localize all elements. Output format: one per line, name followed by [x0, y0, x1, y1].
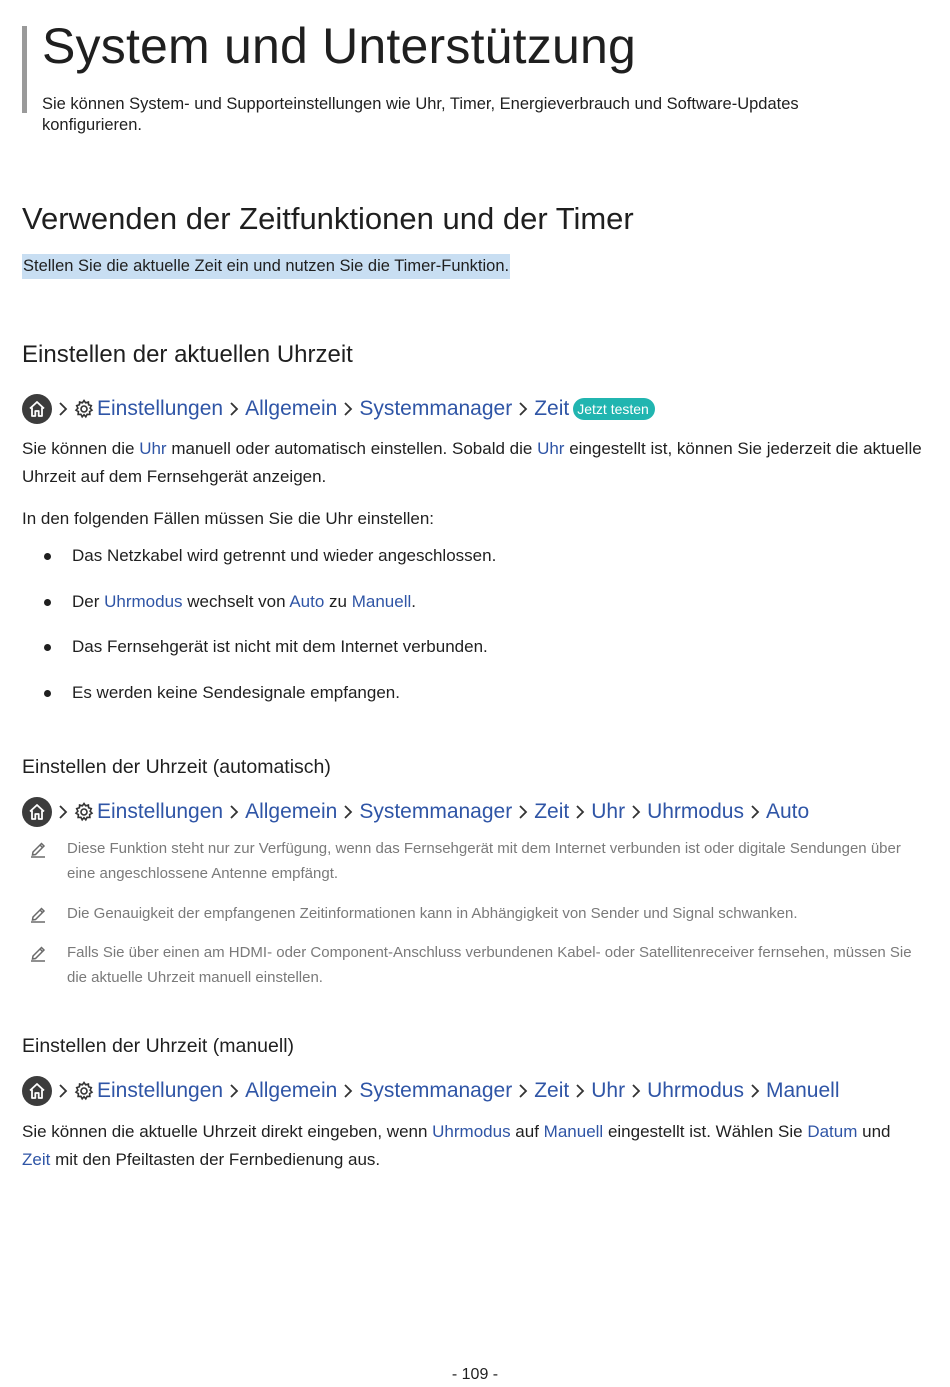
path-item-allgemein[interactable]: Allgemein: [245, 397, 338, 420]
path-item-zeit[interactable]: Zeit: [534, 1079, 570, 1102]
bullet-dot: [44, 644, 51, 651]
text-run: eingestellt ist, können Sie jederzeit die aktuelle Uhrzeit auf dem Fernsehgerät anzeigen.: [22, 439, 922, 486]
link-uhrmodus[interactable]: Uhrmodus: [104, 592, 183, 611]
path-item-uhr[interactable]: Uhr: [591, 1079, 626, 1102]
list-item-text: Das Netzkabel wird getrennt und wieder angeschlossen.: [72, 546, 497, 565]
text-run: manuell oder automatisch einstellen. Sobald die: [166, 439, 538, 458]
text-run: eingestellt ist. Wählen Sie: [603, 1122, 808, 1141]
path-item-systemmanager[interactable]: Systemmanager: [359, 1079, 513, 1102]
note: [28, 836, 918, 886]
chevron-right-icon: [512, 401, 534, 417]
title-accent-bar: [22, 26, 27, 113]
path-item-uhrmodus[interactable]: Uhrmodus: [647, 1079, 744, 1102]
highlighted-summary: Stellen Sie die aktuelle Zeit ein und nutzen Sie die Timer-Funktion.: [22, 254, 510, 279]
chevron-right-icon: [52, 401, 74, 417]
chevron-right-icon: [569, 1083, 591, 1099]
intro-text: Sie können System- und Supporteinstellungen wie Uhr, Timer, Energieverbrauch und Software-Updates konfigurieren.: [42, 95, 799, 134]
link-uhr[interactable]: Uhr: [537, 439, 565, 458]
text-run: und: [857, 1122, 891, 1141]
menu-path-zeit: [22, 394, 655, 424]
text-run: mit den Pfeiltasten der Fernbedienung aus.: [50, 1150, 381, 1169]
link-datum[interactable]: Datum: [807, 1122, 858, 1141]
chevron-right-icon: [52, 804, 74, 820]
gear-icon: [74, 802, 94, 822]
link-manuell[interactable]: Manuell: [543, 1122, 604, 1141]
pencil-note-icon: [28, 903, 48, 931]
subsection-heading-automatic: Einstellen der Uhrzeit (automatisch): [22, 756, 331, 778]
chevron-right-icon: [512, 804, 534, 820]
bullet-dot: [44, 553, 51, 560]
text-run: .: [411, 592, 416, 611]
subsection-heading-manual: Einstellen der Uhrzeit (manuell): [22, 1035, 295, 1057]
list-item-text: Das Fernsehgerät ist nicht mit dem Internet verbunden.: [72, 637, 488, 656]
path-item-einstellungen[interactable]: Einstellungen: [97, 1079, 224, 1102]
page-number: - 109 -: [451, 1366, 499, 1383]
chevron-right-icon: [625, 1083, 647, 1099]
path-item-einstellungen[interactable]: Einstellungen: [97, 397, 224, 420]
path-item-uhrmodus[interactable]: Uhrmodus: [647, 800, 744, 823]
text-run: zu: [324, 592, 352, 611]
path-item-einstellungen[interactable]: Einstellungen: [97, 800, 224, 823]
try-now-button[interactable]: Jetzt testen: [573, 398, 655, 420]
note-text: Die Genauigkeit der empfangenen Zeitinformationen kann in Abhängigkeit von Sender und Signal schwanken.: [67, 905, 798, 922]
pencil-note-icon: [28, 942, 48, 990]
text-run: Sie können die aktuelle Uhrzeit direkt eingeben, wenn: [22, 1122, 433, 1141]
paragraph-manual-setup: [22, 1118, 922, 1174]
home-icon[interactable]: [22, 1076, 52, 1106]
chevron-right-icon: [223, 1083, 245, 1099]
bullet-dot: [44, 690, 51, 697]
note: [28, 901, 918, 931]
chevron-right-icon: [223, 804, 245, 820]
pencil-note-icon: [28, 838, 48, 886]
list-item: [44, 635, 488, 659]
section-heading: Verwenden der Zeitfunktionen und der Timer: [22, 201, 634, 236]
chevron-right-icon: [744, 804, 766, 820]
path-item-manuell[interactable]: Manuell: [765, 1079, 840, 1102]
chevron-right-icon: [337, 401, 359, 417]
link-auto[interactable]: Auto: [289, 592, 325, 611]
list-item: [44, 544, 496, 568]
menu-path-manuell: [22, 1076, 840, 1106]
chevron-right-icon: [625, 804, 647, 820]
gear-icon: [74, 1081, 94, 1101]
page-title: System und Unterstützung: [42, 18, 636, 74]
path-item-uhr[interactable]: Uhr: [591, 800, 626, 823]
paragraph-cases: In den folgenden Fällen müssen Sie die Uhr einstellen:: [22, 509, 435, 528]
chevron-right-icon: [52, 1083, 74, 1099]
list-item-text: [72, 590, 416, 614]
gear-icon: [74, 399, 94, 419]
menu-path-auto: [22, 797, 809, 827]
path-item-auto[interactable]: Auto: [765, 800, 810, 823]
link-manuell[interactable]: Manuell: [351, 592, 412, 611]
path-item-zeit[interactable]: Zeit: [534, 397, 570, 420]
note-text: Diese Funktion steht nur zur Verfügung, wenn das Fernsehgerät mit dem Internet verbunden ist oder digitale Sendungen über eine angeschlossene Antenne empfängt.: [67, 840, 901, 882]
paragraph-clock-setup: [22, 435, 922, 491]
bullet-dot: [44, 599, 51, 606]
list-item: [44, 681, 400, 705]
list-item: [44, 590, 416, 614]
text-run: wechselt von: [182, 592, 290, 611]
note: [28, 940, 918, 990]
link-uhrmodus[interactable]: Uhrmodus: [432, 1122, 511, 1141]
text-run: auf: [510, 1122, 544, 1141]
text-run: Sie können die: [22, 439, 140, 458]
chevron-right-icon: [744, 1083, 766, 1099]
path-item-allgemein[interactable]: Allgemein: [245, 800, 338, 823]
link-uhr[interactable]: Uhr: [139, 439, 167, 458]
path-item-systemmanager[interactable]: Systemmanager: [359, 397, 513, 420]
path-item-systemmanager[interactable]: Systemmanager: [359, 800, 513, 823]
subsection-heading-current-time: Einstellen der aktuellen Uhrzeit: [22, 341, 353, 368]
home-icon[interactable]: [22, 394, 52, 424]
chevron-right-icon: [337, 1083, 359, 1099]
text-run: Der: [72, 592, 105, 611]
home-icon[interactable]: [22, 797, 52, 827]
chevron-right-icon: [223, 401, 245, 417]
path-item-allgemein[interactable]: Allgemein: [245, 1079, 338, 1102]
note-text: Falls Sie über einen am HDMI- oder Component-Anschluss verbundenen Kabel- oder Satellitenreceiver fernsehen, müssen Sie die aktuelle Uhrzeit manuell einstellen.: [67, 944, 912, 986]
list-item-text: Es werden keine Sendesignale empfangen.: [72, 683, 400, 702]
path-item-zeit[interactable]: Zeit: [534, 800, 570, 823]
chevron-right-icon: [337, 804, 359, 820]
chevron-right-icon: [512, 1083, 534, 1099]
chevron-right-icon: [569, 804, 591, 820]
link-zeit[interactable]: Zeit: [22, 1150, 51, 1169]
